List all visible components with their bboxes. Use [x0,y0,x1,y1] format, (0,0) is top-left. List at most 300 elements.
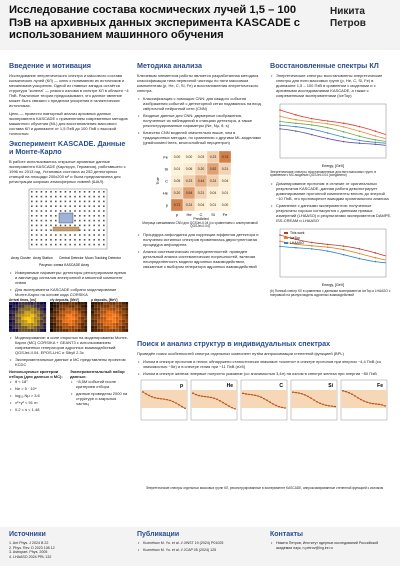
array-station-marker [74,195,76,197]
spectrum-point [359,135,361,137]
array-station-marker [69,200,71,202]
spectrum-point [311,242,313,244]
array-station-marker [89,200,91,202]
map-cell [84,317,87,320]
array-station-marker [45,243,47,245]
map-cell [18,317,21,320]
array-station-marker [84,234,86,236]
map-cell [21,305,24,308]
map-cell [28,320,31,323]
array-station-marker [98,210,100,212]
matrix-cell-value: 0.23 [209,154,217,159]
map-cell [12,323,15,326]
array-station-marker [36,234,38,236]
map-cell [110,323,113,326]
spectra-bullet-1: • Доминирование протонов: в отличие от оригинальных результатов KASCADE, данная работа демонстрирует доминирование протонной компоненты вплоть до энергий ~10 ПэВ, что противоречит выводам оригинального анализа [276,181,392,201]
matrix-cell-value: 0.20 [173,190,181,195]
array-station-marker [79,234,81,236]
refs-list [9,541,129,559]
map-cell [50,326,53,329]
map-cell [31,302,34,305]
matrix-cell-value: 0.01 [173,166,181,171]
map-cell [81,320,84,323]
matrix-y-tick: He [162,190,168,195]
spectrum-point [311,245,313,247]
array-station-marker [98,205,100,207]
array-station-marker [84,215,86,217]
array-station-marker [69,243,71,245]
matrix-y-tick: Fe [163,154,168,159]
map-cell [119,317,122,320]
map-cell [69,314,72,317]
map-cell [69,320,72,323]
map-cell [119,326,122,329]
component-label: He [226,382,233,389]
spectrum-point [295,122,297,124]
matrix-x-tick: Si [211,211,215,217]
matrix-x-tick: Fe [222,211,228,217]
spectrum-point [343,122,345,124]
map-cell [15,320,18,323]
array-station-marker [36,229,38,231]
map-cell [81,323,84,326]
map-cell [66,305,69,308]
map-cell [62,320,65,323]
map-cell [40,323,43,326]
array-station-marker [36,210,38,212]
matrix-cell-value: 0.04 [221,178,229,183]
map-cell [40,302,43,305]
spectrum-point [279,128,281,130]
spectrum-point [359,130,361,132]
map-cell [59,323,62,326]
array-station-marker [74,243,76,245]
map-cell [9,326,12,329]
array-station-marker [65,191,67,193]
figure-caption-array: Рисунок: схема KASCADE Array [39,262,90,267]
array-station-marker [31,191,33,193]
array-station-marker [60,200,62,202]
array-station-marker [50,224,52,226]
array-station-marker [60,205,62,207]
kascade-paragraph: В работе использовались открытые архивные данные эксперимента KASCADE (Карлсруэ, Германия), работавшего с 1996 по 2013 год. Установка состояла из 252 детекторных станций на площади 200x200 м² и была предназначена для регистрации широких атмосферных ливней (ШАЛ). [9,158,126,184]
map-cell [116,329,119,332]
spectra-bullet-intro: • Энергетические спектры: восстановлены энергетические спектры для пяти массовых групп (p, He, C, Si, Fe) в диапазоне 1,5 – 100 ПэВ в сравнении с моделями и с архивными исследованиями KASCADE, а также с современными экспериментами (IceTop) [276,73,392,98]
map-cell [50,314,53,317]
map-cell [81,329,84,332]
array-station-marker [74,200,76,202]
map-cell [34,329,37,332]
matrix-cell-value: 0.01 [221,190,229,195]
label-array-cluster: Array Cluster [11,255,31,260]
right-column [270,62,392,298]
matrix-y-axis-label: True [156,176,160,185]
array-station-marker [55,215,57,217]
map-cell [50,311,53,314]
array-station-marker [98,200,100,202]
confusion-matrix-caption: Матрица смешивания CNN для QGSJet-II.04 (со сравнением с альтернативой QGSJet-II.04) [142,220,258,229]
map-cell [59,305,62,308]
spectrum-point [279,124,281,126]
method-bullet-3: • Качество CNN моделей значительно выше, чем в традиционных методах, по сравнению с другими ML-моделями (gradboosted trees, многослойный перцептрон) [143,130,263,145]
array-station-marker [74,234,76,236]
map-cell [40,326,43,329]
map-cell [56,305,59,308]
kascade-bullet-4: • Экспериментальные данные и MC представлены проектом KCDC [15,357,129,367]
matrix-cell-value: 0.04 [209,190,217,195]
map-cell [97,308,100,311]
matrix-cell-value: 0.52 [209,166,217,171]
map-cell [50,317,53,320]
map-cell [43,326,46,329]
poster-title: Исследование состава космических лучей 1,5 – 100 ПэВ на архивных данных эксперимента KASCADE с использованием машинного обучения [9,4,301,41]
map-cell [25,308,28,311]
array-station-marker [103,219,105,221]
map-cell [116,323,119,326]
spectrum-point [375,139,377,141]
map-cell [81,302,84,305]
map-cell [21,323,24,326]
spectrum-x-axis-label: Energy, [GeV] [321,283,345,288]
section-structure-title: Поиск и анализ структур в индивидуальных спектрах [137,339,331,348]
spectrum-point [375,141,377,143]
map-cell [125,302,128,305]
map-cell [97,311,100,314]
map-cell [37,302,40,305]
map-cell [34,320,37,323]
array-station-marker [36,239,38,241]
label-central-detector: Central Detector [59,255,84,260]
array-station-marker [69,239,71,241]
map-cell [116,320,119,323]
map-cell [72,302,75,305]
map-cell [103,302,106,305]
selection-criteria-head: Используемые критерии отбора (для данных и MC): [9,369,63,380]
spectrum-point [311,248,313,250]
array-station-marker [41,224,43,226]
pub-item: • Kuznetsov M. Yu. et al. // JCAP 05 (2024) 125 [143,548,263,553]
array-station-marker [50,215,52,217]
array-station-marker [31,239,33,241]
array-station-marker [41,229,43,231]
map-cell [37,326,40,329]
array-station-marker [60,224,62,226]
map-cell [110,329,113,332]
map-cell [15,311,18,314]
legend-swatch [284,232,288,234]
map-cell [91,302,94,305]
map-cell [69,305,72,308]
array-station-marker [31,229,33,231]
map-cell [125,326,128,329]
map-cell [62,317,65,320]
array-station-marker [89,239,91,241]
map-title-eg: e/γ deposits, [MeV] [50,297,79,302]
array-station-marker [84,205,86,207]
map-arrival-times [9,299,47,334]
map-cell [113,320,116,323]
array-station-marker [79,210,81,212]
array-station-marker [103,205,105,207]
array-station-marker [50,200,52,202]
array-station-marker [74,205,76,207]
map-cell [81,317,84,320]
map-cell [21,329,24,332]
array-station-marker [60,234,62,236]
array-station-marker [31,195,33,197]
map-cell [25,314,28,317]
array-station-marker [74,191,76,193]
dataset-head: Экспериментальный набор данных: [70,369,125,380]
map-cell [78,302,81,305]
map-cell [107,314,110,317]
map-cell [40,320,43,323]
matrix-cell-value: 0.23 [185,178,193,183]
map-cell [107,317,110,320]
map-cell [113,329,116,332]
array-station-marker [89,224,91,226]
map-cell [78,305,81,308]
matrix-cell-value: 0.04 [197,202,205,207]
array-station-marker [79,191,81,193]
map-cell [100,326,103,329]
map-cell [31,317,34,320]
array-station-marker [65,234,67,236]
contacts-list [270,541,392,552]
contacts-title: Контакты [270,531,304,538]
map-cell [59,314,62,317]
map-cell [110,308,113,311]
matrix-y-tick: p [165,202,168,207]
method-bullet-2: • Входные данные для CNN: двумерные изображения, полученные из наблюдений в станциях детектора, а также реконструированные параметры (Ne, Nμ, θ, s) [143,113,263,128]
array-station-marker [45,224,47,226]
matrix-cell-value: 0.20 [197,166,205,171]
map-cell [84,308,87,311]
map-cell [28,329,31,332]
map-cell [15,305,18,308]
array-station-marker [41,243,43,245]
map-cell [94,308,97,311]
array-station-marker [31,234,33,236]
map-cell [69,329,72,332]
map-cell [91,314,94,317]
array-station-marker [98,243,100,245]
array-station-marker [93,195,95,197]
map-cell [94,311,97,314]
spectrum-point [375,252,377,254]
array-station-marker [103,215,105,217]
map-cell [119,311,122,314]
map-cell [28,323,31,326]
map-cell [31,305,34,308]
array-station-marker [103,239,105,241]
middle-column [137,62,263,271]
spectrum-point [327,244,329,246]
map-cell [62,323,65,326]
array-station-marker [45,191,47,193]
pub-item: • Kuznetsov M. Yu. et al. // JINST 19 (2024) P01025 [143,541,263,546]
array-station-marker [98,229,100,231]
legend-swatch [284,237,288,239]
map-cell [9,308,12,311]
array-station-marker [50,234,52,236]
array-station-marker [93,224,95,226]
array-station-marker [79,239,81,241]
map-cell [37,329,40,332]
map-cell [116,326,119,329]
map-cell [72,326,75,329]
map-cell [72,314,75,317]
map-cell [12,329,15,332]
map-cell [97,323,100,326]
spectrum-point [311,117,313,119]
header-band [0,0,400,50]
array-station-marker [103,243,105,245]
array-station-marker [89,205,91,207]
map-cell [66,314,69,317]
spectrum-point [375,135,377,137]
array-station-marker [74,224,76,226]
map-cell [43,329,46,332]
map-cell [94,326,97,329]
spectrum-point [359,253,361,255]
array-station-marker [55,195,57,197]
map-cell [78,314,81,317]
map-cell [9,323,12,326]
map-cell [12,311,15,314]
structure-caption: Энергетические спектры отдельных массовых групп КЛ, реконструированные в эксперименте KASCADE, аппроксимированные степенной функцией с изломом [145,485,384,490]
ref-item: 3. Astropart. Phys. 2005 [9,550,48,555]
map-cell [56,320,59,323]
map-cell [100,329,103,332]
central-detector-shape [59,213,73,223]
map-cell [9,311,12,314]
map-cell [103,320,106,323]
map-cell [18,326,21,329]
map-cell [15,302,18,305]
map-cell [66,317,69,320]
uncertainty-band [191,390,237,408]
array-station-marker [89,195,91,197]
map-cell [116,308,119,311]
map-cell [91,326,94,329]
array-station-marker [93,191,95,193]
map-cell [72,329,75,332]
map-cell [18,311,21,314]
array-station-marker [55,205,57,207]
map-cell [43,320,46,323]
map-cell [122,314,125,317]
matrix-cell-value: 0.00 [173,154,181,159]
array-station-marker [45,239,47,241]
array-station-marker [55,200,57,202]
method-bullet-5: • Анализ систематических неопределенностей: проведен детальный анализ систематических погрешностей, включая неопределённость модели адронных взаимодействия, связанные с выбором генератора адронных взаимодействий [143,249,263,269]
map-cell [18,329,21,332]
map-cell [110,305,113,308]
map-cell [94,317,97,320]
map-cell [107,326,110,329]
spectrum-point [359,258,361,260]
array-station-marker [84,239,86,241]
map-cell [72,305,75,308]
map-cell [91,320,94,323]
map-cell [21,317,24,320]
map-cell [91,308,94,311]
array-station-marker [84,219,86,221]
spectrum-point [311,121,313,123]
map-cell [43,305,46,308]
array-station-marker [69,195,71,197]
array-station-marker [89,215,91,217]
array-station-marker [103,210,105,212]
map-cell [113,314,116,317]
map-cell [62,326,65,329]
array-station-marker [55,219,57,221]
array-station-marker [89,234,91,236]
map-cell [110,311,113,314]
map-cell [50,308,53,311]
map-cell [100,323,103,326]
selection-table [9,369,129,414]
map-cell [53,311,56,314]
criterion-2: • Ne > 5 · 10⁴ [15,386,67,391]
detector-maps [9,299,129,334]
array-station-marker [36,243,38,245]
dataset-item-2: • данные проведены 2000 на структуре и закрытыя частиц [76,391,128,406]
array-station-marker [103,195,105,197]
spectrum-point [359,139,361,141]
array-station-marker [45,210,47,212]
section-spectra-title: Восстановленные спектры КЛ [270,61,379,70]
array-station-marker [55,191,57,193]
map-cell [31,311,34,314]
map-cell [100,311,103,314]
array-station-marker [36,195,38,197]
footer [0,527,400,566]
map-cell [53,308,56,311]
spectrum-point [279,109,281,111]
matrix-cell-value: 0.71 [173,202,181,207]
spectrum-point [343,254,345,256]
map-cell [18,320,21,323]
array-station-marker [84,229,86,231]
map-cell [103,323,106,326]
map-cell [125,323,128,326]
map-cell [69,326,72,329]
map-cell [78,320,81,323]
map-cell [125,311,128,314]
array-station-marker [84,195,86,197]
map-cell [25,305,28,308]
criterion-3: • log₁₀ Nμ > 3.6 [15,393,67,398]
map-cell [110,317,113,320]
array-station-marker [41,205,43,207]
spectrum-point [327,132,329,134]
spectrum-point [279,241,281,243]
map-cell [34,305,37,308]
criterion-1: • θ < 18° [15,379,67,384]
matrix-cell-value: 0.00 [185,154,193,159]
kascade-bullet-1: • Измеряемые параметры: детекторы регистрировали время и амплитуду сигналов электронной и мюонной компонент ливня [15,270,129,285]
array-station-marker [89,229,91,231]
map-cell [69,317,72,320]
muon-tracking-detector-shape [53,227,79,231]
map-cell [37,317,40,320]
array-station-marker [79,224,81,226]
map-cell [66,326,69,329]
map-cell [37,305,40,308]
spectrum-point [343,131,345,133]
